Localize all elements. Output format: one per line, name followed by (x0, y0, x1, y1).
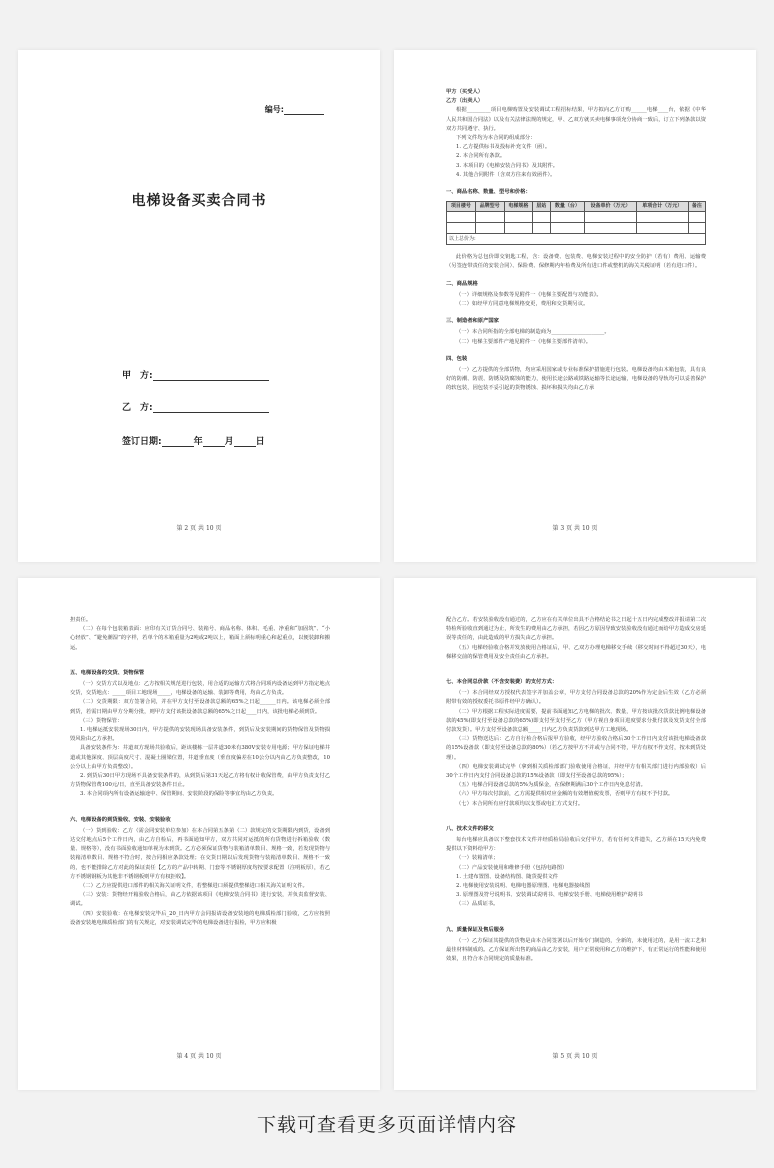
paragraph: 2. 电梯使用安装说明、电梯电器原理图、电梯电器接线图 (456, 883, 590, 890)
page-body (446, 616, 706, 965)
paragraph: 4. 其他合同附件（含双方往来有效函件）。 (456, 171, 556, 178)
paragraph: 根据_________项目电梯购置及安装调试工程招标结果，甲方拟向乙方订购______电梯____台，依据《中华人民共和国合同法》以及有关法律法规的规定，甲、乙双方就买卖电梯事项充分协商一致后，订立下列条款以资双方共同遵守、执行。 (446, 107, 706, 132)
section-heading: 五、电梯设备的交货、货物保管 (70, 669, 145, 676)
section-body: （一）乙方提供的全部货物，均应采用国家或专业标准保护措施进行包装。电梯设备均由木箱包装，具有良好的防潮、防震、防锈及防腐蚀的能力，使用长途公路或铁路运输等长途运输，电梯设备的导轨均可以妥善保护的软包装，因包装不妥引起的货物锈蚀、损坏和损失均由乙方承 (446, 367, 706, 392)
paragraph: （二）乙方应提供进口部件的相关海关证明文件，若整梯进口须提供整梯进口相关海关证明文件。 (80, 883, 308, 890)
contract-page-5 (394, 578, 756, 1090)
paragraph: （三）货物送达后：乙方自行检合格后报甲方验收，经甲方验收合格后30个工作日内支付该批电梯设备款的15%设备款（即支付至设备总款的80%）（若乙方按甲方不并或与合同不符，甲方有权不作支付，按未到货处理）。 (446, 736, 706, 761)
paragraph: （三）货物保管： (80, 717, 123, 724)
paragraph: （三）品质证书。 (456, 901, 499, 908)
paragraph: 下列文件均为本合同的组成部分： (456, 135, 536, 142)
cover-page (18, 50, 380, 562)
page-number: 第 5 页 共 10 页 (552, 1053, 598, 1060)
paragraph: （二）在每个包装箱表面：应印有关订货合同号、装箱号、商品名称、体积、毛重、净重和“加固筑”、“小心轻放”、“避免潮湿”的字样，若单个的木箱重量为2吨或2吨以上，箱面上须标明重心和起重点，以便装卸和搬运。 (70, 626, 330, 651)
paragraph: 甲方（买受人） (446, 89, 484, 95)
intro-paragraphs (446, 88, 706, 180)
paragraph: 配合乙方。若安装验收没有通过的，乙方应在有关单位出具不合格结论书之日起十五日内完成整改并报请第二次特检所验收直到通过为止，所发生的费用由乙方承担，若因乙方原因导致安装验收没有通过而给甲方造成交房延误等责任的，由此造成的甲方损失由乙方承担。 (446, 617, 706, 642)
paragraph: 2. 本合同所有条款。 (456, 153, 506, 160)
table-header-row (447, 202, 706, 212)
paragraph: （六）甲方每次付款前，乙方需提供相对应金额的有效增值税发票，否则甲方有权不予付款。 (456, 791, 674, 798)
paragraph: （四）电梯安装调试完毕（拿到相关质检部部门验收使用合格证，并经甲方有相关部门进行内部验收）后30个工作日内支付合同设备总款的15%设备款（即支付至设备总款的95%）； (446, 763, 706, 780)
section-body (446, 291, 706, 309)
paragraph: （三）安装：货物经开箱验收合格后，由乙方依据该项目《电梯安装合同书》进行安装，并负责监督安装、调试。 (70, 892, 330, 908)
page-body (446, 88, 706, 394)
paragraph: 1. 电梯运抵安装现场30日内，甲方提供的安装现场具备安装条件，到货后及安装期间的货物保管及货物损毁风险由乙方承担。 (70, 727, 330, 743)
page-number: 第 3 页 共 10 页 (552, 525, 598, 532)
section-heading: 三、制造者和原产国家 (446, 318, 499, 325)
page-number: 第 2 页 共 10 页 (176, 525, 222, 532)
table-header-cell: 设备单价（万元） (585, 202, 637, 212)
paragraph: （二）交货期限：双方签署合同，并在甲方支付至设备款总额的65%之日起______日内。该电梯必须全部到货，若需日期由甲方分期分批，则甲方支付该批设备款总额的65%之日起____日内，该批电梯必须到货。 (70, 699, 330, 715)
paragraph: （五）电梯合同设备总款的5%为质保金，在保修期满后30个工作日内免息付清。 (456, 782, 646, 789)
table-row (447, 223, 706, 234)
paragraph: 每台电梯应具备以下整套技术文件并经质检局验收后交付甲方，若有任何文件遗失，乙方须在15天内免费提供以下资料给甲方： (446, 837, 706, 853)
paragraph: 1. 乙方提供标书及投标补充文件（函）。 (456, 144, 551, 151)
section-heading: 二、商品规格 (446, 280, 478, 287)
section-heading: 七、本合同总价款（不含安装费）的支付方式： (446, 679, 558, 686)
paragraph: 3. 本项目的《电梯安装合同书》及其附件。 (456, 162, 559, 169)
paragraph: （四）安装验收：在电梯安装完毕后_20_日内甲方会同报请设备安装地的电梯质检部门验收，乙方应按照设备安装地电梯质检部门的有关规定，对安装调试完毕的电梯设备进行报检，甲方应积极 (70, 910, 330, 926)
paragraph: （五）电梯经验收合格并发放使用合格证后，甲、乙双方办理电梯移交手续（移交时间不得超过30天），电梯移交前的保管费用及安全责任由乙方承担。 (446, 644, 706, 660)
table-row (447, 212, 706, 223)
table-header-cell: 备注 (688, 202, 705, 212)
page-number: 第 4 页 共 10 页 (176, 1053, 222, 1060)
paragraph: （七）本合同所有应付款项均以支票或电汇方式支付。 (456, 800, 584, 807)
price-note: 此价格为总包价即交钥匙工程，含：设备费、包装费、电梯安装过程中的安全防护（若有）费用、运输费（另签连带责任的安装合同）、保险费、保修期内年检费及所有进口件或整机的海关关税证明（若有进口件）。 (446, 254, 706, 270)
paragraph: 3. 本合同项内所有设备运输途中、保管期间、安装阶段的保险等事宜均由乙方负责。 (80, 791, 278, 798)
paragraph: （一）乙方保证其提供的货物是由本合同签署以后开始专门制造的，全新的，未使用过的，是用一流工艺和最佳材料制成的。乙方保证所出售的商品由乙方安装，用户正常使用和乙方的维护下，有正常运行的性能和使用效果，且符合本合同规定的质量标准。 (446, 937, 706, 963)
paragraph: 具备安装条件为：井道双方现场共验收后，距该楼栋一层井道30米有380V安装专用电源；甲方保证电梯井道或其他深度、顶层高度尺寸、混凝土圈梁位置，井道垂直度（垂直度偏差在10公分以内由乙方负责整改，10公分以上由甲方负责整改）。 (70, 745, 330, 770)
section-heading: 八、技术文件的移交 (446, 825, 494, 832)
table-header-cell: 单项合计（万元） (636, 202, 688, 212)
paragraph: （一）交货方式以及地点：乙方按相关规范进行包装，用合适的运输方式将合同项内设备运到甲方指定地点交货，交货地点：_____项目工地现场_____，电梯设备的运输、装卸等费用，均由乙方负责。 (70, 681, 330, 697)
paragraph: 2. 到货后30日甲方现场不具备安装条件的，从到货后第31天起乙方将有权计收保管费，由甲方负责支付乙方货物保管费100元/日，直至具备安装条件日止。 (70, 773, 330, 789)
paragraph: （一）货到验收：乙方（需会同安装单位参加）在本合同第五条第（二）款规定的交货期限内到货，设备到达交付地点后5个工作日内，由乙方自检后，再书面通知甲方，双方共同对运抵的所有货物进行拆箱验收（数量、规格等），没有书面验收通知单视为未到货。乙方必须保证货物与装箱清单数目、规格一致，若发现货物与装箱清单数目、规格不符合时，按合同相应条款处理；在交货日期以后发现货物与装箱清单数目、规格不一致的，也不能排除乙方对此的保证责任【乙方的产品中转期、门套等不锈钢厚度均按要求配置（注明板厚），若乙方不锈钢钢板为其他非不锈钢板则甲方有权拒收】。 (70, 827, 330, 880)
section-body (446, 328, 706, 346)
table-total-row: 以上总价为: (447, 234, 706, 245)
table-header-cell: 品牌型号 (475, 202, 504, 212)
paragraph: 担责任。 (70, 617, 92, 623)
party-a-line: 甲 方: (122, 368, 269, 381)
contract-number: 编号: (265, 104, 324, 115)
party-b-line: 乙 方: (122, 400, 269, 413)
paragraph: （二）如经甲方同意电梯规格变更，费用和交货期另议。 (456, 301, 589, 308)
download-prompt[interactable]: 下载可查看更多页面详情内容 (256, 1114, 517, 1136)
section-heading: 四、包装 (446, 355, 468, 362)
paragraph: 1. 土建布置图、设备结构图、随货提供文件 (456, 873, 559, 880)
paragraph: （二）甲方根据工程实际进度需要，提前书面通知乙方电梯的批次、数量，甲方按该批次货款比例电梯设备款的45%(即支付至设备总款的65%)即支付至支付至乙方（甲方视自身项目进度要求分批付款及发货支付全部付款发货）。甲方支付至设备款总额_____日内乙方负责货款到达甲方工地现场。 (446, 708, 706, 734)
paragraph: （二）产品安装使用和维修手册（包括电路图） (456, 864, 568, 871)
paragraph: （一）本合同所指的全部电梯的制造商为____________________。 (456, 329, 610, 336)
paragraph: （一）装箱清单； (456, 855, 499, 862)
table-header-cell: 数量（台） (550, 202, 585, 212)
sign-date-line: 签订日期: 年 月 日 (122, 437, 265, 447)
section-heading: 六、电梯设备的到货验收、安装、安装验收 (70, 816, 171, 823)
paragraph: （一）详细规格及参数等见附件一《电梯主要配置与功能表》。 (456, 291, 602, 298)
page-body (70, 616, 330, 928)
contract-title: 电梯设备买卖合同书 (131, 193, 267, 209)
table-header-cell: 项目楼号 (447, 202, 476, 212)
section-heading: 一、商品名称、数量、型号和价格： (446, 189, 531, 196)
paragraph: 乙方（出卖人） (446, 98, 484, 105)
section-heading: 九、质量保证及售后服务 (446, 926, 505, 933)
paragraph: 3. 原理图及符号说明书、安装调试说明书、电梯安装手册、电梯使用维护说明书 (456, 892, 643, 899)
contract-page-4 (18, 578, 380, 1090)
goods-table (446, 201, 706, 245)
table-header-cell: 电梯规格 (504, 202, 533, 212)
paragraph: （一）本合同经双方授权代表签字并加盖公章，甲方支付合同设备总款的20%作为定金后生效（乙方必须附带有效的授权委托书原件经甲方确认）。 (446, 690, 706, 706)
table-header-cell: 层站 (533, 202, 550, 212)
contract-page-3 (394, 50, 756, 562)
paragraph: （二）电梯主要部件产地见附件一《电梯主要部件清单》。 (456, 338, 592, 345)
